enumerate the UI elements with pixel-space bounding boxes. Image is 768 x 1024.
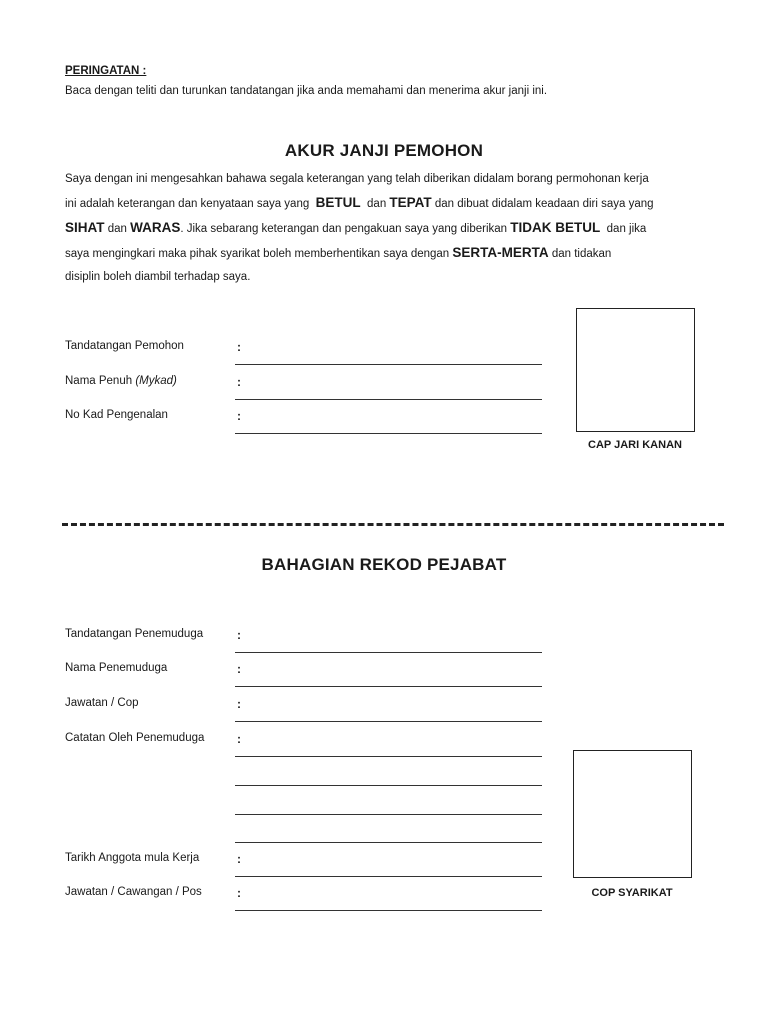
full-name-line[interactable] bbox=[235, 399, 542, 400]
colon: : bbox=[237, 662, 241, 676]
keyword-betul: BETUL bbox=[315, 195, 361, 210]
section-divider bbox=[62, 523, 724, 526]
thumbprint-caption: CAP JARI KANAN bbox=[588, 439, 682, 451]
company-stamp-caption: COP SYARIKAT bbox=[591, 887, 673, 899]
thumbprint-box[interactable] bbox=[576, 308, 695, 432]
colon: : bbox=[237, 375, 241, 389]
pledge-line-5: disiplin boleh diambil terhadap saya. bbox=[65, 271, 251, 283]
label-full-name-note: (Mykad) bbox=[135, 375, 177, 387]
label-position-branch: Jawatan / Cawangan / Pos bbox=[65, 886, 202, 898]
keyword-waras: WARAS bbox=[130, 220, 181, 235]
keyword-tidak-betul: TIDAK BETUL bbox=[510, 220, 601, 235]
applicant-signature-line[interactable] bbox=[235, 364, 542, 365]
notes-line-3[interactable] bbox=[235, 814, 542, 815]
pledge-line-4: saya mengingkari maka pihak syarikat boleh memberhentikan saya dengan SERTA-MERTA dan tidakan bbox=[65, 245, 612, 260]
pledge-line-2: ini adalah keterangan dan kenyataan saya yang BETUL dan TEPAT dan dibuat didalam keadaan diri saya yang bbox=[65, 195, 654, 210]
interviewer-signature-line[interactable] bbox=[235, 652, 542, 653]
label-full-name: Nama Penuh (Mykad) bbox=[65, 375, 177, 387]
pledge-paragraph bbox=[65, 168, 695, 289]
colon: : bbox=[237, 409, 241, 423]
pledge-title: AKUR JANJI PEMOHON bbox=[284, 141, 484, 160]
keyword-tepat: TEPAT bbox=[389, 195, 432, 210]
warning-text: Baca dengan teliti dan turunkan tandatangan jika anda memahami dan menerima akur janji ini. bbox=[65, 85, 548, 97]
notes-line-1[interactable] bbox=[235, 756, 542, 757]
warning-title: PERINGATAN : bbox=[65, 65, 147, 77]
label-position-stamp: Jawatan / Cop bbox=[65, 697, 139, 709]
office-title: BAHAGIAN REKOD PEJABAT bbox=[261, 555, 507, 574]
colon: : bbox=[237, 852, 241, 866]
pledge-line-1: Saya dengan ini mengesahkan bahawa segala keterangan yang telah diberikan didalam borang permohonan kerja bbox=[65, 173, 649, 185]
keyword-sihat: SIHAT bbox=[65, 220, 105, 235]
colon: : bbox=[237, 340, 241, 354]
label-ic-number: No Kad Pengenalan bbox=[65, 409, 168, 421]
colon: : bbox=[237, 886, 241, 900]
position-stamp-line[interactable] bbox=[235, 721, 542, 722]
colon: : bbox=[237, 628, 241, 642]
label-start-date: Tarikh Anggota mula Kerja bbox=[65, 852, 200, 864]
notes-line-2[interactable] bbox=[235, 785, 542, 786]
colon: : bbox=[237, 697, 241, 711]
label-interviewer-notes: Catatan Oleh Penemuduga bbox=[65, 732, 205, 744]
position-branch-line[interactable] bbox=[235, 910, 542, 911]
start-date-line[interactable] bbox=[235, 876, 542, 877]
notes-line-4[interactable] bbox=[235, 842, 542, 843]
label-applicant-signature: Tandatangan Pemohon bbox=[65, 340, 184, 352]
ic-number-line[interactable] bbox=[235, 433, 542, 434]
label-interviewer-name: Nama Penemuduga bbox=[65, 662, 168, 674]
label-interviewer-signature: Tandatangan Penemuduga bbox=[65, 628, 204, 640]
interviewer-name-line[interactable] bbox=[235, 686, 542, 687]
keyword-serta-merta: SERTA-MERTA bbox=[452, 245, 549, 260]
company-stamp-box[interactable] bbox=[573, 750, 692, 878]
colon: : bbox=[237, 732, 241, 746]
pledge-line-3: SIHAT dan WARAS. Jika sebarang keterangan dan pengakuan saya yang diberikan TIDAK BETUL dan jika bbox=[65, 220, 647, 235]
